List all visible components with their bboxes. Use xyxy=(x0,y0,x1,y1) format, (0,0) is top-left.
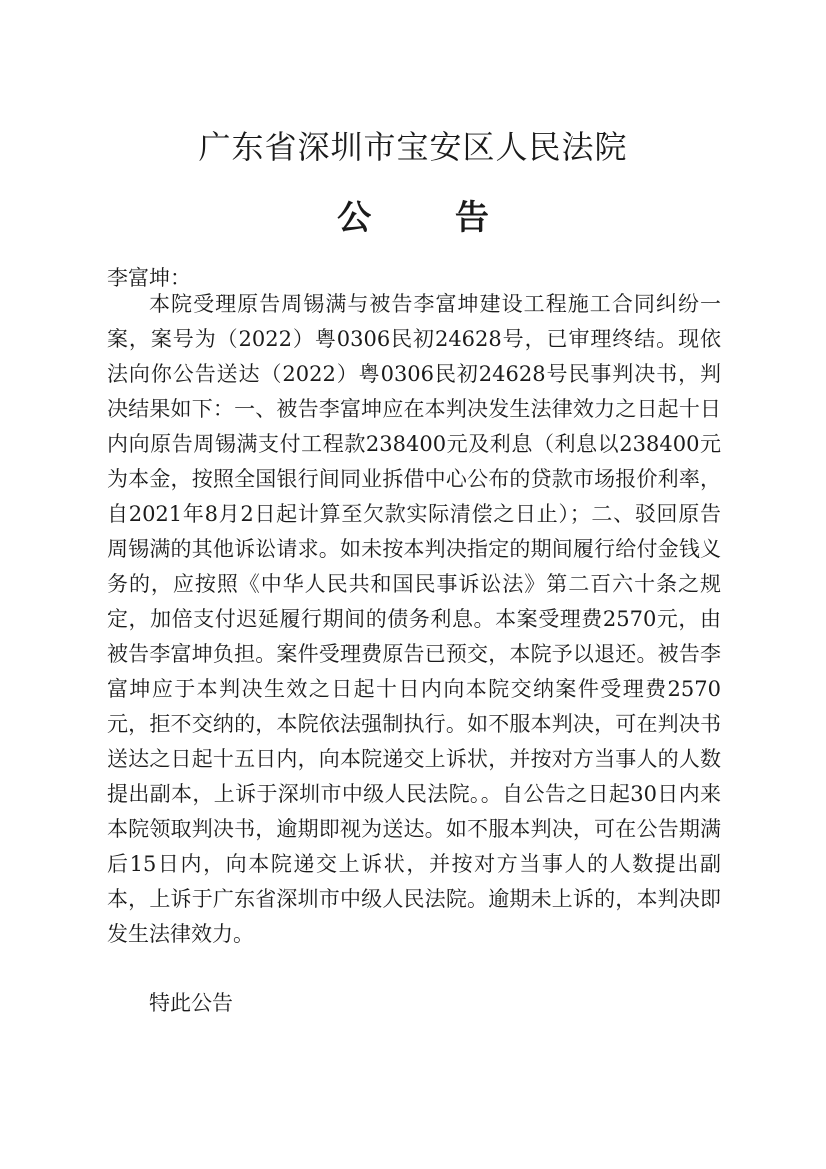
notice-title: 公 告 xyxy=(337,198,525,238)
addressee: 李富坤： xyxy=(107,266,191,290)
notice-body: 本院受理原告周锡满与被告李富坤建设工程施工合同纠纷一案，案号为（2022）粤0306民初24628号，已审理终结。现依法向你公告送达（2022）粤0306民初24628号民事判决书，判决结果如下：一、被告李富坤应在本判决发生法律效力之日起十日内向原告周锡满支付工程款238400元及利息（利息以238400元为本金，按照全国银行间同业拆借中心公布的贷款市场报价利率，自2021年8月2日起计算至欠款实际清偿之日止）；二、驳回原告周锡满的其他诉讼请求。如未按本判决指定的期间履行给付金钱义务的，应按照《中华人民共和国民事诉讼法》第二百六十条之规定，加倍支付迟延履行期间的债务利息。本案受理费2570元，由被告李富坤负担。案件受理费原告已预交，本院予以退还。被告李富坤应于本判决生效之日起十日内向本院交纳案件受理费2570元，拒不交纳的，本院依法强制执行。如不服本判决，可在判决书送达之日起十五日内，向本院递交上诉状，并按对方当事人的人数提出副本，上诉于深圳市中级人民法院。。自公告之日起30日内来本院领取判决书，逾期即视为送达。如不服本判决，可在公告期满后15日内，向本院递交上诉状，并按对方当事人的人数提出副本，上诉于广东省深圳市中级人民法院。逾期未上诉的，本判决即发生法律效力。 xyxy=(107,292,721,946)
closing-line: 特此公告 xyxy=(149,991,233,1015)
court-name: 广东省深圳市宝安区人民法院 xyxy=(198,128,628,166)
